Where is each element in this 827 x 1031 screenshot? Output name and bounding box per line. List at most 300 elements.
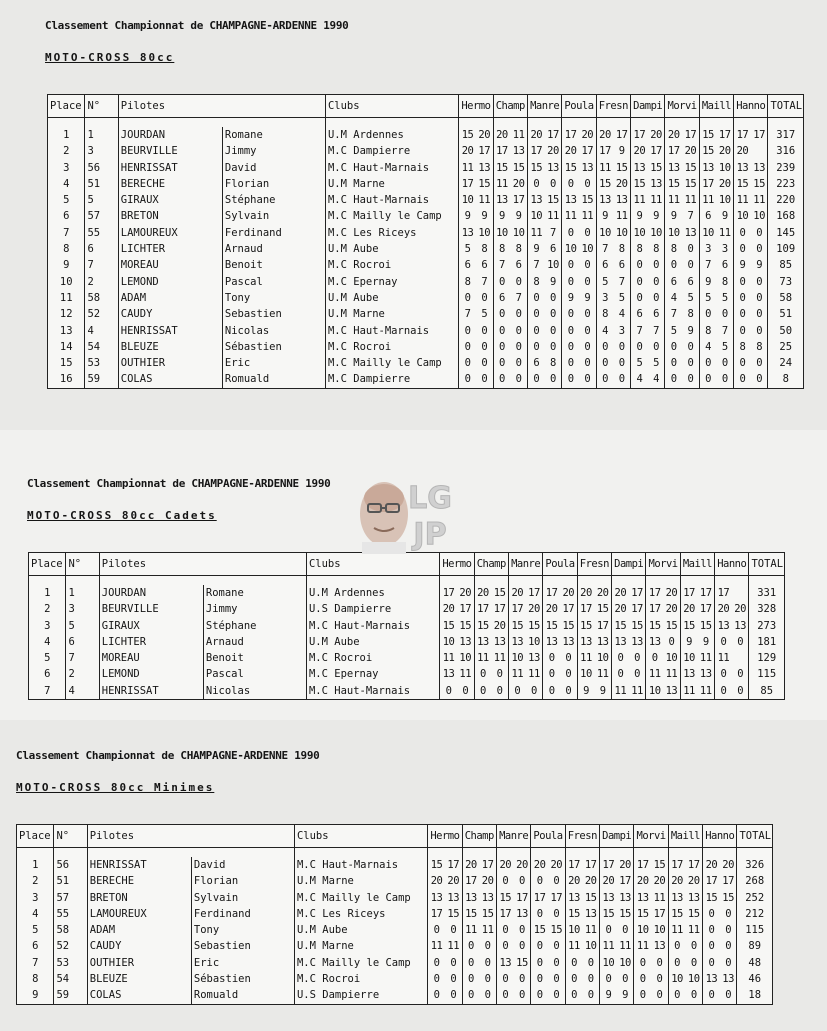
score-cell: 10: [457, 650, 474, 666]
score-cell: 0: [527, 339, 544, 355]
score-cell: 13: [646, 634, 663, 650]
pilot-lastname-cell: BRETON: [87, 890, 191, 906]
place-cell: 1: [48, 127, 85, 143]
score-cell: 5: [459, 241, 476, 257]
score-cell: 0: [510, 355, 527, 371]
score-cell: 15: [734, 176, 751, 192]
pilot-firstname-cell: Romane: [203, 585, 306, 601]
pilot-lastname-cell: ADAM: [87, 922, 191, 938]
score-cell: 7: [510, 290, 527, 306]
score-cell: 15: [648, 160, 665, 176]
score-cell: 13: [579, 160, 596, 176]
section-1-subtitle: MOTO-CROSS 80cc: [45, 51, 175, 64]
score-cell: 10: [526, 634, 543, 650]
col-header-race-poula: Poula: [531, 825, 565, 848]
pilot-firstname-cell: Arnaud: [222, 241, 325, 257]
number-cell: 58: [54, 922, 87, 938]
score-cell: 17: [716, 127, 733, 143]
pilot-lastname-cell: MOREAU: [118, 257, 222, 273]
number-cell: 1: [85, 127, 118, 143]
score-cell: 8: [631, 241, 648, 257]
section-1-title: Classement Championnat de CHAMPAGNE-ARDENNE 1990: [45, 19, 349, 32]
table-row: [17, 938, 773, 954]
score-cell: 0: [734, 274, 751, 290]
place-cell: 6: [17, 938, 54, 954]
score-cell: 0: [531, 938, 548, 954]
score-cell: 0: [562, 306, 579, 322]
col-header-race-champ: Champ: [462, 825, 496, 848]
score-cell: 17: [459, 176, 476, 192]
score-cell: 17: [703, 873, 720, 889]
score-cell: 20: [734, 143, 751, 159]
score-cell: 0: [531, 873, 548, 889]
place-cell: 7: [29, 683, 66, 700]
number-cell: 56: [54, 857, 87, 873]
score-cell: 0: [445, 987, 462, 1004]
score-cell: 20: [612, 601, 629, 617]
score-cell: 5: [613, 290, 630, 306]
total-cell: 212: [737, 906, 773, 922]
table-row: [48, 323, 804, 339]
score-cell: 15: [428, 857, 445, 873]
score-cell: 11: [716, 225, 733, 241]
score-cell: 0: [445, 955, 462, 971]
score-cell: 11: [459, 160, 476, 176]
score-cell: 20: [474, 585, 491, 601]
club-cell: U.M Aube: [325, 290, 458, 306]
place-cell: 8: [48, 241, 85, 257]
score-cell: 11: [596, 160, 613, 176]
score-cell: 13: [577, 634, 594, 650]
score-cell: 20: [617, 857, 634, 873]
score-cell: 0: [548, 971, 565, 987]
score-cell: 0: [548, 938, 565, 954]
score-cell: 0: [579, 274, 596, 290]
club-cell: M.C Haut-Marnais: [306, 618, 439, 634]
score-cell: 0: [493, 274, 510, 290]
place-cell: 4: [17, 906, 54, 922]
score-cell: 9: [527, 241, 544, 257]
club-cell: M.C Haut-Marnais: [325, 160, 458, 176]
place-cell: 1: [29, 585, 66, 601]
score-cell: 0: [531, 955, 548, 971]
score-cell: 0: [457, 683, 474, 700]
pilot-lastname-cell: BRETON: [118, 208, 222, 224]
score-cell: 13: [476, 160, 493, 176]
score-cell: 10: [562, 241, 579, 257]
score-cell: 20: [582, 873, 599, 889]
score-cell: 0: [634, 955, 651, 971]
score-cell: 0: [527, 323, 544, 339]
score-cell: 13: [682, 225, 699, 241]
score-cell: 9: [665, 208, 682, 224]
place-cell: 5: [29, 650, 66, 666]
score-cell: 0: [631, 274, 648, 290]
score-cell: 13: [734, 160, 751, 176]
table-row: [29, 666, 785, 682]
score-cell: 15: [594, 601, 611, 617]
total-cell: 252: [737, 890, 773, 906]
score-cell: 13: [715, 618, 732, 634]
score-cell: 0: [703, 955, 720, 971]
col-header-clubs: Clubs: [325, 95, 458, 118]
score-cell: 0: [613, 355, 630, 371]
score-cell: 4: [648, 371, 665, 388]
score-cell: 11: [613, 208, 630, 224]
place-cell: 9: [17, 987, 54, 1004]
score-cell: 11: [493, 176, 510, 192]
score-cell: 13: [651, 938, 668, 954]
col-header-clubs: Clubs: [294, 825, 427, 848]
score-cell: 20: [612, 585, 629, 601]
score-cell: 13: [703, 971, 720, 987]
total-cell: 129: [749, 650, 785, 666]
score-cell: 0: [665, 257, 682, 273]
table-row: [17, 922, 773, 938]
score-cell: 17: [682, 127, 699, 143]
score-cell: 6: [682, 274, 699, 290]
score-cell: 0: [720, 938, 737, 954]
place-cell: 3: [48, 160, 85, 176]
score-cell: 6: [665, 274, 682, 290]
score-cell: 10: [579, 241, 596, 257]
score-cell: 13: [493, 192, 510, 208]
score-cell: 0: [493, 339, 510, 355]
score-cell: 13: [596, 192, 613, 208]
score-cell: 8: [527, 274, 544, 290]
score-cell: 13: [440, 666, 457, 682]
score-cell: 0: [699, 371, 716, 388]
score-cell: 0: [562, 371, 579, 388]
club-cell: M.C Haut-Marnais: [306, 683, 439, 700]
score-cell: 0: [716, 355, 733, 371]
score-cell: 0: [612, 666, 629, 682]
club-cell: M.C Haut-Marnais: [325, 323, 458, 339]
score-cell: 13: [526, 650, 543, 666]
club-cell: U.M Marne: [294, 938, 427, 954]
pilot-firstname-cell: Eric: [222, 355, 325, 371]
pilot-firstname-cell: David: [191, 857, 294, 873]
score-cell: 10: [751, 208, 768, 224]
score-cell: 15: [526, 618, 543, 634]
score-cell: 0: [560, 666, 577, 682]
score-cell: 5: [716, 339, 733, 355]
score-cell: 17: [510, 192, 527, 208]
score-cell: 0: [479, 938, 496, 954]
score-cell: 0: [508, 683, 525, 700]
results-table-cadets: [28, 552, 785, 700]
score-cell: 0: [668, 938, 685, 954]
club-cell: U.M Aube: [325, 241, 458, 257]
score-cell: 10: [699, 225, 716, 241]
score-cell: 20: [496, 857, 513, 873]
number-cell: 57: [85, 208, 118, 224]
score-cell: 20: [596, 127, 613, 143]
score-cell: 13: [479, 890, 496, 906]
score-cell: 15: [510, 160, 527, 176]
table-row: [48, 160, 804, 176]
score-cell: 13: [462, 890, 479, 906]
score-cell: 8: [596, 306, 613, 322]
score-cell: 13: [565, 890, 582, 906]
score-cell: 15: [703, 890, 720, 906]
score-cell: 10: [577, 666, 594, 682]
place-cell: 15: [48, 355, 85, 371]
score-cell: 9: [680, 634, 697, 650]
score-cell: 0: [716, 306, 733, 322]
number-cell: 3: [66, 601, 99, 617]
pilot-lastname-cell: CAUDY: [118, 306, 222, 322]
score-cell: 20: [631, 143, 648, 159]
score-cell: 17: [527, 143, 544, 159]
club-cell: M.C Haut-Marnais: [325, 192, 458, 208]
score-cell: 11: [462, 922, 479, 938]
score-cell: 10: [600, 955, 617, 971]
table-row: [48, 339, 804, 355]
score-cell: 13: [491, 634, 508, 650]
place-cell: 12: [48, 306, 85, 322]
score-cell: 17: [577, 601, 594, 617]
score-cell: 20: [685, 873, 702, 889]
score-cell: 11: [545, 208, 562, 224]
score-cell: 0: [510, 306, 527, 322]
col-header-total: TOTAL: [737, 825, 773, 848]
col-header-race-hanno: Hanno: [734, 95, 768, 118]
score-cell: 20: [543, 601, 560, 617]
score-cell: 5: [648, 355, 665, 371]
table-row: [29, 585, 785, 601]
score-cell: 0: [496, 922, 513, 938]
score-cell: 0: [462, 938, 479, 954]
score-cell: 13: [680, 666, 697, 682]
score-cell: 11: [577, 650, 594, 666]
score-cell: 0: [685, 938, 702, 954]
score-cell: 0: [579, 371, 596, 388]
score-cell: 0: [612, 650, 629, 666]
score-cell: 0: [496, 873, 513, 889]
score-cell: 15: [445, 906, 462, 922]
total-cell: 326: [737, 857, 773, 873]
score-cell: 10: [582, 938, 599, 954]
score-cell: 13: [732, 618, 749, 634]
score-cell: 0: [560, 683, 577, 700]
score-cell: 0: [474, 683, 491, 700]
score-cell: 20: [527, 127, 544, 143]
score-cell: 0: [579, 225, 596, 241]
score-cell: 0: [734, 225, 751, 241]
score-cell: 0: [668, 987, 685, 1004]
score-cell: 0: [682, 257, 699, 273]
col-header-clubs: Clubs: [306, 553, 439, 576]
score-cell: 15: [665, 176, 682, 192]
number-cell: 51: [85, 176, 118, 192]
club-cell: U.S Dampierre: [306, 601, 439, 617]
score-cell: 0: [462, 971, 479, 987]
col-header-place: Place: [17, 825, 54, 848]
score-cell: 8: [665, 241, 682, 257]
place-cell: 13: [48, 323, 85, 339]
score-cell: 9: [699, 274, 716, 290]
number-cell: 1: [66, 585, 99, 601]
col-header-race-hermo: Hermo: [440, 553, 474, 576]
number-cell: 55: [85, 225, 118, 241]
results-table-minimes: [16, 824, 773, 1005]
number-cell: 59: [85, 371, 118, 388]
score-cell: 11: [526, 666, 543, 682]
score-cell: 8: [682, 306, 699, 322]
score-cell: 17: [617, 873, 634, 889]
score-cell: 8: [751, 339, 768, 355]
score-cell: 20: [491, 618, 508, 634]
score-cell: 0: [527, 306, 544, 322]
score-cell: 17: [526, 585, 543, 601]
score-cell: 13: [685, 890, 702, 906]
score-cell: 0: [514, 922, 531, 938]
club-cell: U.M Ardennes: [306, 585, 439, 601]
score-cell: 15: [440, 618, 457, 634]
pilot-firstname-cell: Stéphane: [203, 618, 306, 634]
score-cell: 0: [751, 225, 768, 241]
score-cell: 9: [596, 208, 613, 224]
score-cell: 15: [699, 143, 716, 159]
score-cell: 15: [617, 906, 634, 922]
table-row: [29, 650, 785, 666]
score-cell: 8: [493, 241, 510, 257]
number-cell: 6: [85, 241, 118, 257]
score-cell: 15: [579, 192, 596, 208]
table-row: [29, 601, 785, 617]
score-cell: 0: [514, 873, 531, 889]
col-header-race-fresn: Fresn: [565, 825, 599, 848]
col-header-race-morvi: Morvi: [634, 825, 668, 848]
score-cell: 6: [527, 355, 544, 371]
number-cell: 3: [85, 143, 118, 159]
pilot-lastname-cell: BEURVILLE: [99, 601, 203, 617]
score-cell: 15: [680, 618, 697, 634]
score-cell: 0: [428, 922, 445, 938]
score-cell: 17: [720, 873, 737, 889]
number-cell: 2: [66, 666, 99, 682]
number-cell: 59: [54, 987, 87, 1004]
score-cell: 0: [617, 971, 634, 987]
score-cell: 9: [562, 290, 579, 306]
number-cell: 55: [54, 906, 87, 922]
score-cell: 13: [629, 634, 646, 650]
score-cell: 6: [699, 208, 716, 224]
place-cell: 2: [48, 143, 85, 159]
club-cell: M.C Les Riceys: [294, 906, 427, 922]
score-cell: 10: [565, 922, 582, 938]
score-cell: 20: [508, 585, 525, 601]
total-cell: 168: [768, 208, 804, 224]
score-cell: 20: [716, 176, 733, 192]
score-cell: 13: [510, 143, 527, 159]
score-cell: 0: [514, 971, 531, 987]
score-cell: 4: [631, 371, 648, 388]
table-row: [17, 987, 773, 1004]
score-cell: 0: [493, 371, 510, 388]
score-cell: 17: [631, 127, 648, 143]
pilot-lastname-cell: BEURVILLE: [118, 143, 222, 159]
score-cell: 10: [668, 971, 685, 987]
score-cell: 20: [663, 601, 680, 617]
score-cell: 0: [462, 955, 479, 971]
total-cell: 24: [768, 355, 804, 371]
pilot-lastname-cell: ADAM: [118, 290, 222, 306]
table-row: [17, 955, 773, 971]
total-cell: 109: [768, 241, 804, 257]
score-cell: 20: [732, 601, 749, 617]
place-cell: 2: [29, 601, 66, 617]
score-cell: 0: [510, 274, 527, 290]
score-cell: 20: [715, 601, 732, 617]
score-cell: 0: [548, 873, 565, 889]
score-cell: 15: [685, 906, 702, 922]
score-cell: 8: [476, 241, 493, 257]
score-cell: 0: [548, 906, 565, 922]
score-cell: 17: [548, 890, 565, 906]
score-cell: 17: [543, 585, 560, 601]
score-cell: 0: [514, 987, 531, 1004]
col-header-race-morvi: Morvi: [665, 95, 699, 118]
total-cell: 317: [768, 127, 804, 143]
score-cell: 7: [648, 323, 665, 339]
score-cell: 20: [440, 601, 457, 617]
score-cell: 17: [579, 143, 596, 159]
score-cell: 9: [631, 208, 648, 224]
score-cell: 11: [562, 208, 579, 224]
pilot-lastname-cell: HENRISSAT: [99, 683, 203, 700]
score-cell: 0: [562, 176, 579, 192]
score-cell: 15: [462, 906, 479, 922]
score-cell: 11: [631, 192, 648, 208]
score-cell: 6: [596, 257, 613, 273]
score-cell: 5: [699, 290, 716, 306]
header-row: [29, 553, 785, 576]
score-cell: 0: [631, 290, 648, 306]
score-cell: 8: [510, 241, 527, 257]
score-cell: 15: [508, 618, 525, 634]
score-cell: 0: [648, 257, 665, 273]
score-cell: 15: [612, 618, 629, 634]
score-cell: 11: [476, 192, 493, 208]
score-cell: 0: [732, 634, 749, 650]
score-cell: 17: [648, 143, 665, 159]
score-cell: 0: [565, 987, 582, 1004]
score-cell: 0: [720, 955, 737, 971]
score-cell: 13: [668, 890, 685, 906]
score-cell: 13: [594, 634, 611, 650]
score-cell: 7: [682, 208, 699, 224]
score-cell: 0: [459, 355, 476, 371]
score-cell: 15: [651, 857, 668, 873]
score-cell: 15: [613, 160, 630, 176]
score-cell: 0: [631, 339, 648, 355]
pilot-lastname-cell: HENRISSAT: [118, 323, 222, 339]
score-cell: 20: [648, 127, 665, 143]
pilot-lastname-cell: LICHTER: [118, 241, 222, 257]
score-cell: 0: [543, 683, 560, 700]
score-cell: 0: [663, 634, 680, 650]
score-cell: 15: [577, 618, 594, 634]
total-cell: 48: [737, 955, 773, 971]
pilot-firstname-cell: Romuald: [222, 371, 325, 388]
score-cell: 17: [582, 857, 599, 873]
score-cell: 20: [526, 601, 543, 617]
table-row: [48, 176, 804, 192]
score-cell: 4: [665, 290, 682, 306]
number-cell: 5: [85, 192, 118, 208]
